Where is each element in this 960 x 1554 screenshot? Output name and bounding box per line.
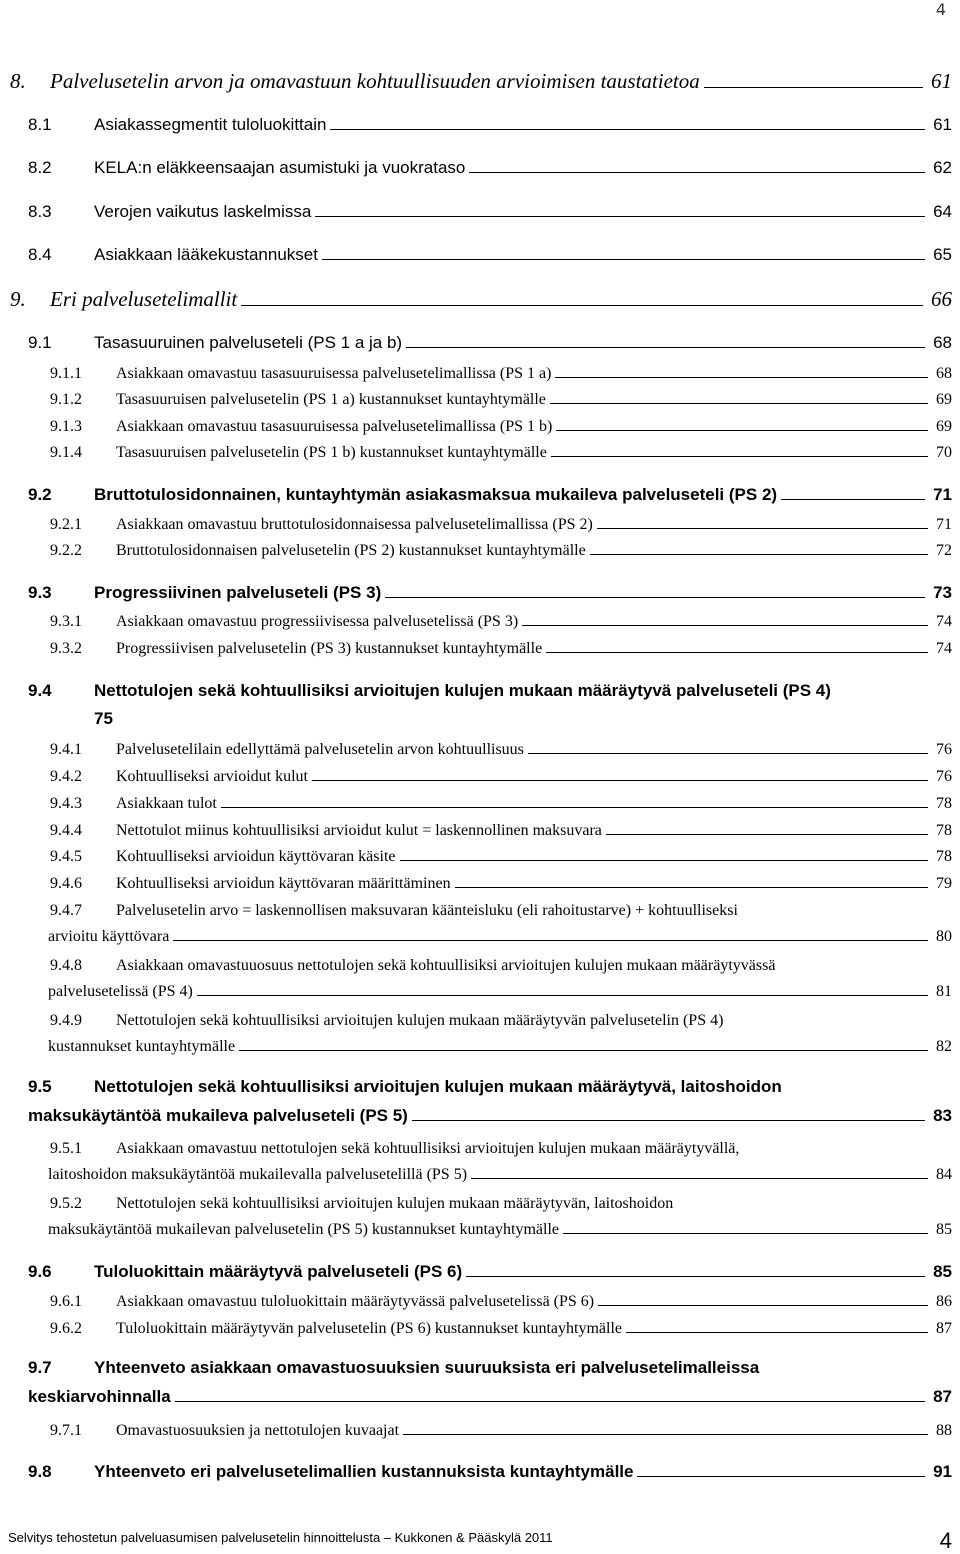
toc-entry-9-7[interactable] <box>28 1358 952 1407</box>
toc-number: 9.6.2 <box>50 1320 82 1337</box>
toc-number: 9.1.2 <box>50 391 82 408</box>
toc-number: 9.5.1 <box>50 1140 82 1157</box>
toc-entry-9-3[interactable] <box>28 583 952 603</box>
toc-title: Kohtuulliseksi arvioidun käyttövaran määrittäminen <box>116 875 451 892</box>
toc-title: Asiakkaan omavastuu tuloluokittain määräytyvässä palvelusetelissä (PS 6) <box>116 1293 595 1310</box>
toc-page: 84 <box>936 1166 952 1183</box>
toc-title-continued: kustannukset kuntayhtymälle <box>48 1038 236 1055</box>
toc-number: 9.4.5 <box>50 848 82 865</box>
toc-title: Asiakkaan lääkekustannukset <box>94 245 318 264</box>
toc-number: 9.3 <box>28 583 52 602</box>
toc-page: 64 <box>933 202 952 221</box>
footer-text: Selvitys tehostetun palveluasumisen palvelusetelin hinnoittelusta – Kukkonen & Pääskylä 2011 <box>8 1530 553 1545</box>
toc-title: Nettotulojen sekä kohtuullisiksi arvioitujen kulujen mukaan määräytyvä, laitoshoidon <box>94 1077 782 1096</box>
toc-title: Palvelusetelilain edellyttämä palvelusetelin arvon kohtuullisuus <box>116 741 524 758</box>
toc-entry-9-6-2[interactable] <box>50 1320 952 1338</box>
toc-leader-line <box>315 210 925 217</box>
toc-leader-line <box>403 1428 928 1435</box>
toc-number: 9.1.1 <box>50 365 82 382</box>
toc-title: Yhteenveto asiakkaan omavastuosuuksien suuruuksista eri palvelusetelimalleissa <box>94 1358 760 1377</box>
toc-leader-line <box>469 166 925 173</box>
toc-title-continued: maksukäytäntöä mukaileva palveluseteli (PS 5) <box>28 1106 408 1125</box>
toc-leader-line <box>626 1326 928 1333</box>
toc-title-continued: keskiarvohinnalla <box>28 1387 171 1406</box>
toc-page: 81 <box>936 983 952 1000</box>
toc-entry-9-4-6[interactable] <box>50 875 952 893</box>
toc-title: Tasasuuruisen palvelusetelin (PS 1 a) kustannukset kuntayhtymälle <box>116 391 546 408</box>
toc-page: 69 <box>936 418 952 435</box>
toc-leader-line <box>197 989 928 996</box>
toc-title: Tuloluokittain määräytyvän palvelusetelin (PS 6) kustannukset kuntayhtymälle <box>116 1320 622 1337</box>
toc-entry-9-8[interactable] <box>28 1462 952 1482</box>
toc-page: 78 <box>936 848 952 865</box>
toc-number: 9.4.1 <box>50 741 82 758</box>
toc-page: 68 <box>933 333 952 352</box>
toc-entry-9-4-2[interactable] <box>50 768 952 786</box>
toc-title: Eri palvelusetelimallit <box>50 287 238 311</box>
toc-title: Tasasuuruinen palveluseteli (PS 1 a ja b) <box>94 333 403 352</box>
toc-page: 76 <box>936 741 952 758</box>
toc-page: 61 <box>931 69 952 93</box>
toc-title: Asiakkaan omavastuu progressiivisessa palvelusetelissä (PS 3) <box>116 613 519 630</box>
toc-entry-9-5[interactable] <box>28 1077 952 1126</box>
toc-number: 9.4.4 <box>50 822 82 839</box>
toc-entry-9-2[interactable] <box>28 485 952 505</box>
toc-entry-9-5-1[interactable] <box>50 1140 952 1184</box>
toc-entry-8-3[interactable] <box>28 202 952 222</box>
toc-page: 91 <box>933 1462 952 1481</box>
toc-leader-line <box>406 341 925 348</box>
toc-title: Verojen vaikutus laskelmissa <box>94 202 312 221</box>
toc-title: Tasasuuruisen palvelusetelin (PS 1 b) kustannukset kuntayhtymälle <box>116 444 547 461</box>
toc-title: Progressiivisen palvelusetelin (PS 3) kustannukset kuntayhtymälle <box>116 640 543 657</box>
toc-entry-9-4-7[interactable] <box>50 902 952 946</box>
toc-title: Asiakkaan omavastuu tasasuuruisessa palvelusetelimallissa (PS 1 b) <box>116 418 553 435</box>
toc-number: 8. <box>10 69 26 93</box>
toc-title: Nettotulot miinus kohtuullisiksi arvioidut kulut = laskennollinen maksuvara <box>116 822 602 839</box>
toc-page: 83 <box>933 1106 952 1125</box>
toc-leader-line <box>239 1044 928 1051</box>
footer-page-number: 4 <box>939 1528 952 1553</box>
toc-leader-line <box>455 881 928 888</box>
toc-entry-9-6[interactable] <box>28 1262 952 1282</box>
toc-title-continued: palvelusetelissä (PS 4) <box>48 983 193 1000</box>
toc-title-continued: maksukäytäntöä mukailevan palvelusetelin (PS 5) kustannukset kuntayhtymälle <box>48 1221 559 1238</box>
toc-title: Palvelusetelin arvo = laskennollisen maksuvaran käänteisluku (eli rahoitustarve) + kohtuulliseksi <box>116 902 738 919</box>
toc-entry-9-4-8[interactable] <box>50 957 952 1001</box>
toc-leader-line <box>221 801 928 808</box>
toc-page: 80 <box>936 928 952 945</box>
toc-entry-9-4-9[interactable] <box>50 1012 952 1056</box>
toc-entry-9-6-1[interactable] <box>50 1293 952 1311</box>
toc-title: Asiakkaan omavastuu bruttotulosidonnaisessa palvelusetelimallissa (PS 2) <box>116 516 593 533</box>
toc-page: 65 <box>933 245 952 264</box>
toc-title: Yhteenveto eri palvelusetelimallien kustannuksista kuntayhtymälle <box>94 1462 634 1481</box>
toc-leader-line <box>551 450 928 457</box>
toc-page: 62 <box>933 158 952 177</box>
toc-title-continued: laitoshoidon maksukäytäntöä mukailevalla palvelusetelillä (PS 5) <box>48 1166 468 1183</box>
toc-number: 9.2 <box>28 485 52 504</box>
toc-entry-9-3-2[interactable] <box>50 640 952 658</box>
page-footer <box>8 1522 952 1553</box>
toc-leader-line <box>546 646 928 653</box>
toc-entry-9-2-2[interactable] <box>50 542 952 560</box>
toc-entry-9-3-1[interactable] <box>50 613 952 631</box>
toc-number: 9.5.2 <box>50 1195 82 1212</box>
toc-page: 85 <box>933 1262 952 1281</box>
toc-leader-line <box>522 619 928 626</box>
toc-page: 73 <box>933 583 952 602</box>
toc-leader-line <box>563 1227 928 1234</box>
toc-page: 78 <box>936 822 952 839</box>
toc-entry-8-2[interactable] <box>28 158 952 178</box>
toc-leader-line <box>590 548 928 555</box>
toc-number: 9. <box>10 287 26 311</box>
header-page-number: 4 <box>935 0 946 19</box>
toc-number: 9.2.1 <box>50 516 82 533</box>
toc-page: 68 <box>936 365 952 382</box>
toc-number: 9.1 <box>28 333 52 352</box>
toc-title: Nettotulojen sekä kohtuullisiksi arvioitujen kulujen mukaan määräytyvän palvelusetelin (PS 4) <box>116 1012 724 1029</box>
toc-number: 9.5 <box>28 1077 52 1096</box>
toc-number: 9.4.3 <box>50 795 82 812</box>
toc-number: 9.6 <box>28 1262 52 1281</box>
toc-leader-line <box>606 828 928 835</box>
toc-number: 9.4.9 <box>50 1012 82 1029</box>
toc-page: 75 <box>94 709 113 728</box>
toc-page: 66 <box>931 287 952 311</box>
toc-leader-line <box>466 1270 925 1277</box>
toc-page: 74 <box>936 613 952 630</box>
toc-title: Asiakkaan omavastuu nettotulojen sekä kohtuullisiksi arvioitujen kulujen mukaan määräytyvällä, <box>116 1140 740 1157</box>
toc-page: 85 <box>936 1221 952 1238</box>
toc-page: 72 <box>936 542 952 559</box>
toc-number: 9.1.3 <box>50 418 82 435</box>
toc-leader-line <box>330 123 925 130</box>
toc-number: 9.2.2 <box>50 542 82 559</box>
toc-number: 9.8 <box>28 1462 52 1481</box>
toc-number: 8.4 <box>28 245 52 264</box>
toc-number: 9.1.4 <box>50 444 82 461</box>
toc-entry-8-1[interactable] <box>28 115 952 135</box>
toc-entry-9-2-1[interactable] <box>50 516 952 534</box>
toc-entry-8-4[interactable] <box>28 245 952 265</box>
toc-title: Nettotulojen sekä kohtuullisiksi arvioitujen kulujen mukaan määräytyvän, laitoshoidon <box>116 1195 674 1212</box>
toc-leader-line <box>322 253 925 260</box>
toc-title: Omavastuosuuksien ja nettotulojen kuvaajat <box>116 1422 400 1439</box>
toc-entry-9-4[interactable] <box>28 681 952 729</box>
toc-number: 8.2 <box>28 158 52 177</box>
toc-page: 79 <box>936 875 952 892</box>
toc-entry-9-1-4[interactable] <box>50 444 952 462</box>
toc-title: Palvelusetelin arvon ja omavastuun kohtuullisuuden arvioimisen taustatietoa <box>50 69 700 93</box>
toc-entry-9-1-3[interactable] <box>50 418 952 436</box>
toc-page: 71 <box>936 516 952 533</box>
toc-leader-line <box>555 371 928 378</box>
toc-title: Nettotulojen sekä kohtuullisiksi arvioitujen kulujen mukaan määräytyvä palveluseteli (PS 4) <box>94 681 831 700</box>
toc-number: 9.6.1 <box>50 1293 82 1310</box>
toc-entry-9-1-1[interactable] <box>50 365 952 383</box>
toc-entry-9-5-2[interactable] <box>50 1195 952 1239</box>
toc-entry-9[interactable] <box>10 287 952 312</box>
toc-title: Asiakkaan omavastuuosuus nettotulojen sekä kohtuullisiksi arvioitujen kulujen mukaan määräytyvässä <box>116 957 776 974</box>
toc-leader-line <box>556 424 928 431</box>
toc-page: 78 <box>936 795 952 812</box>
toc-number: 9.4.6 <box>50 875 82 892</box>
toc-leader-line <box>175 1395 925 1402</box>
toc-leader-line <box>385 591 925 598</box>
toc-page: 86 <box>936 1293 952 1310</box>
toc-title: KELA:n eläkkeensaajan asumistuki ja vuokrataso <box>94 158 466 177</box>
toc-page: 82 <box>936 1038 952 1055</box>
toc-title: Kohtuulliseksi arvioidut kulut <box>116 768 308 785</box>
toc-number: 9.7 <box>28 1358 52 1377</box>
toc-entry-9-1[interactable] <box>28 333 952 353</box>
toc-page: 76 <box>936 768 952 785</box>
toc-title: Bruttotulosidonnaisen palvelusetelin (PS 2) kustannukset kuntayhtymälle <box>116 542 586 559</box>
toc-leader-line <box>312 774 928 781</box>
toc-entry-8[interactable] <box>10 69 952 94</box>
toc-number: 9.4 <box>28 681 52 700</box>
toc-leader-line <box>400 854 929 861</box>
toc-page: 69 <box>936 391 952 408</box>
toc-number: 9.3.2 <box>50 640 82 657</box>
toc-title: Asiakkaan omavastuu tasasuuruisessa palvelusetelimallissa (PS 1 a) <box>116 365 552 382</box>
toc-page: 74 <box>936 640 952 657</box>
toc-entry-9-4-5[interactable] <box>50 848 952 866</box>
toc-page: 61 <box>933 115 952 134</box>
toc-leader-line <box>412 1114 925 1121</box>
toc-leader-line <box>637 1470 925 1477</box>
toc-leader-line <box>597 522 928 529</box>
toc-page: 70 <box>936 444 952 461</box>
toc-page: 71 <box>933 485 952 504</box>
toc-number: 9.4.2 <box>50 768 82 785</box>
toc-number: 9.3.1 <box>50 613 82 630</box>
toc-leader-line <box>241 298 923 306</box>
toc-title: Kohtuulliseksi arvioidun käyttövaran käsite <box>116 848 396 865</box>
toc-page: 87 <box>933 1387 952 1406</box>
toc-number: 8.3 <box>28 202 52 221</box>
toc-number: 9.7.1 <box>50 1422 82 1439</box>
toc-number: 8.1 <box>28 115 52 134</box>
toc-number: 9.4.7 <box>50 902 82 919</box>
toc-title: Progressiivinen palveluseteli (PS 3) <box>94 583 382 602</box>
toc-leader-line <box>704 80 923 88</box>
toc-title: Asiakassegmentit tuloluokittain <box>94 115 327 134</box>
toc-entry-9-1-2[interactable] <box>50 391 952 409</box>
toc-entry-9-4-4[interactable] <box>50 822 952 840</box>
toc-leader-line <box>781 493 925 500</box>
toc-title: Asiakkaan tulot <box>116 795 217 812</box>
toc-number: 9.4.8 <box>50 957 82 974</box>
toc-title-continued: arvioitu käyttövara <box>48 928 170 945</box>
toc-entry-9-7-1[interactable] <box>50 1422 952 1440</box>
toc-entry-9-4-3[interactable] <box>50 795 952 813</box>
toc-page: 88 <box>936 1422 952 1439</box>
toc-leader-line <box>528 747 928 754</box>
toc-page: 87 <box>936 1320 952 1337</box>
toc-title: Tuloluokittain määräytyvä palveluseteli (PS 6) <box>94 1262 463 1281</box>
toc-title: Bruttotulosidonnainen, kuntayhtymän asiakasmaksua mukaileva palveluseteli (PS 2) <box>94 485 778 504</box>
toc-entry-9-4-1[interactable] <box>50 741 952 759</box>
toc-leader-line <box>550 397 928 404</box>
toc-leader-line <box>173 934 928 941</box>
toc-leader-line <box>471 1172 928 1179</box>
toc-leader-line <box>598 1299 928 1306</box>
